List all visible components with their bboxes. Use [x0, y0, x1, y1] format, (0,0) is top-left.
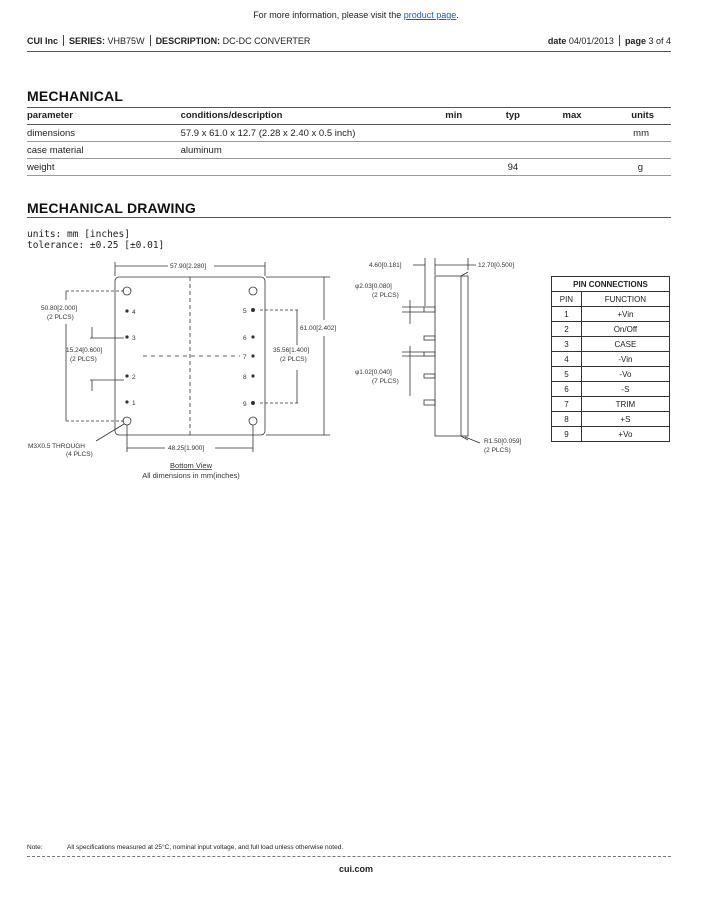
pin-2-icon: [125, 374, 128, 377]
cell: 94: [483, 159, 543, 176]
table-row: [552, 367, 670, 382]
all-dimensions-label: All dimensions in mm(inches): [142, 471, 240, 480]
cell: 2: [552, 322, 582, 337]
page-label: page: [624, 36, 646, 46]
pin-9-icon: [251, 401, 255, 405]
dim-r1-50: R1.50[0.059]: [484, 438, 522, 445]
col-parameter: parameter: [27, 108, 181, 125]
cell: -Vo: [581, 367, 669, 382]
cell: -Vin: [581, 352, 669, 367]
cell: +S: [581, 412, 669, 427]
description-label: DESCRIPTION:: [155, 36, 221, 46]
pin-label: 8: [243, 374, 247, 381]
col-function: FUNCTION: [581, 292, 669, 307]
info-suffix: .: [456, 10, 459, 20]
company-name: CUI Inc: [27, 36, 59, 46]
table-row: [552, 427, 670, 442]
cell: 4: [552, 352, 582, 367]
pin-label: 9: [243, 401, 247, 408]
site-url[interactable]: cui.com: [338, 864, 373, 874]
dim-1-02: φ1.02[0.040]: [355, 369, 392, 376]
table-row: [552, 412, 670, 427]
pin-label: 7: [243, 354, 247, 361]
dim-12-70: 12.70[0.500]: [478, 262, 515, 269]
dim-48-25: 48.25[1.900]: [168, 445, 205, 452]
mechanical-title: MECHANICAL: [27, 88, 124, 104]
drawing-title: MECHANICAL DRAWING: [27, 200, 197, 216]
table-row: [552, 322, 670, 337]
pin-7-icon: [251, 354, 254, 357]
note-label: Note:: [27, 844, 43, 851]
cell: +Vo: [581, 427, 669, 442]
page-value: 3 of 4: [648, 36, 671, 46]
cell: case material: [27, 142, 181, 159]
dim-50-80: 50.80[2.000]: [41, 305, 78, 312]
cell: 8: [552, 412, 582, 427]
dim-15-24: 15.24[0.600]: [66, 347, 103, 354]
plcs-note: (2 PLCS): [280, 356, 307, 363]
date-label: date: [547, 36, 567, 46]
cell: 3: [552, 337, 582, 352]
cell: dimensions: [27, 125, 181, 142]
plcs-note: (7 PLCS): [372, 378, 399, 385]
cell: g: [601, 159, 671, 176]
pin-label: 4: [132, 309, 136, 316]
cell: TRIM: [581, 397, 669, 412]
plcs-note: (2 PLCS): [372, 292, 399, 299]
cell: 57.9 x 61.0 x 12.7 (2.28 x 2.40 x 0.5 inch): [181, 125, 425, 142]
note-text: All specifications measured at 25°C, nominal input voltage, and full load unless otherwise noted.: [67, 844, 344, 851]
dim-4-60: 4.60[0.181]: [369, 262, 402, 269]
col-units: units: [601, 108, 671, 125]
cell: On/Off: [581, 322, 669, 337]
m3-note: M3X0.5 THROUGH: [28, 443, 85, 450]
pin-5-icon: [251, 308, 255, 312]
pin-connections-table: [551, 276, 670, 442]
cell: CASE: [581, 337, 669, 352]
pin-label: 3: [132, 335, 136, 342]
cell: 1: [552, 307, 582, 322]
cell: 5: [552, 367, 582, 382]
info-text: For more information, please visit the: [253, 10, 404, 20]
plcs-note: (4 PLCS): [66, 451, 93, 458]
plcs-note: (2 PLCS): [484, 447, 511, 454]
pin-label: 1: [132, 400, 136, 407]
side-outline: [435, 276, 468, 436]
cell: 9: [552, 427, 582, 442]
units-line: units: mm [inches]: [27, 229, 130, 240]
date-value: 04/01/2013: [568, 36, 614, 46]
table-row: [552, 337, 670, 352]
dim-57-90: 57.90[2.280]: [170, 263, 207, 270]
cell: 7: [552, 397, 582, 412]
mount-hole-icon: [249, 287, 257, 295]
table-row: [552, 397, 670, 412]
plcs-note: (2 PLCS): [47, 314, 74, 321]
series-value: VHB75W: [107, 36, 145, 46]
col-min: min: [425, 108, 483, 125]
tolerance-line: tolerance: ±0.25 [±0.01]: [27, 240, 165, 251]
pin-label: 2: [132, 374, 136, 381]
pin-connections-title: PIN CONNECTIONS: [552, 277, 670, 292]
mount-hole-icon: [123, 417, 131, 425]
table-row: [552, 307, 670, 322]
col-typ: typ: [483, 108, 543, 125]
description-value: DC-DC CONVERTER: [222, 36, 311, 46]
pin-label: 5: [243, 308, 247, 315]
pin-8-icon: [251, 374, 254, 377]
cell: weight: [27, 159, 181, 176]
pin-3-icon: [125, 335, 128, 338]
dim-2-03: φ2.03[0.080]: [355, 283, 392, 290]
table-row: [552, 382, 670, 397]
bottom-view-label: Bottom View: [170, 461, 212, 470]
cell: aluminum: [181, 142, 425, 159]
col-conditions: conditions/description: [181, 108, 425, 125]
pin-4-icon: [125, 309, 128, 312]
pin-1-icon: [125, 400, 128, 403]
dim-35-56: 35.56[1.400]: [273, 347, 310, 354]
col-pin: PIN: [552, 292, 582, 307]
cell: mm: [601, 125, 671, 142]
mount-hole-icon: [249, 417, 257, 425]
cell: -S: [581, 382, 669, 397]
pin-6-icon: [251, 335, 254, 338]
footer-rule: [27, 856, 671, 857]
table-row: [552, 352, 670, 367]
plcs-note: (2 PLCS): [70, 356, 97, 363]
dim-61-00: 61.00[2.402]: [300, 325, 337, 332]
col-max: max: [543, 108, 601, 125]
cell: +Vin: [581, 307, 669, 322]
series-label: SERIES:: [69, 36, 106, 46]
product-page-link[interactable]: product page: [403, 10, 457, 20]
cell: 6: [552, 382, 582, 397]
mount-hole-icon: [123, 287, 131, 295]
pin-label: 6: [243, 335, 247, 342]
